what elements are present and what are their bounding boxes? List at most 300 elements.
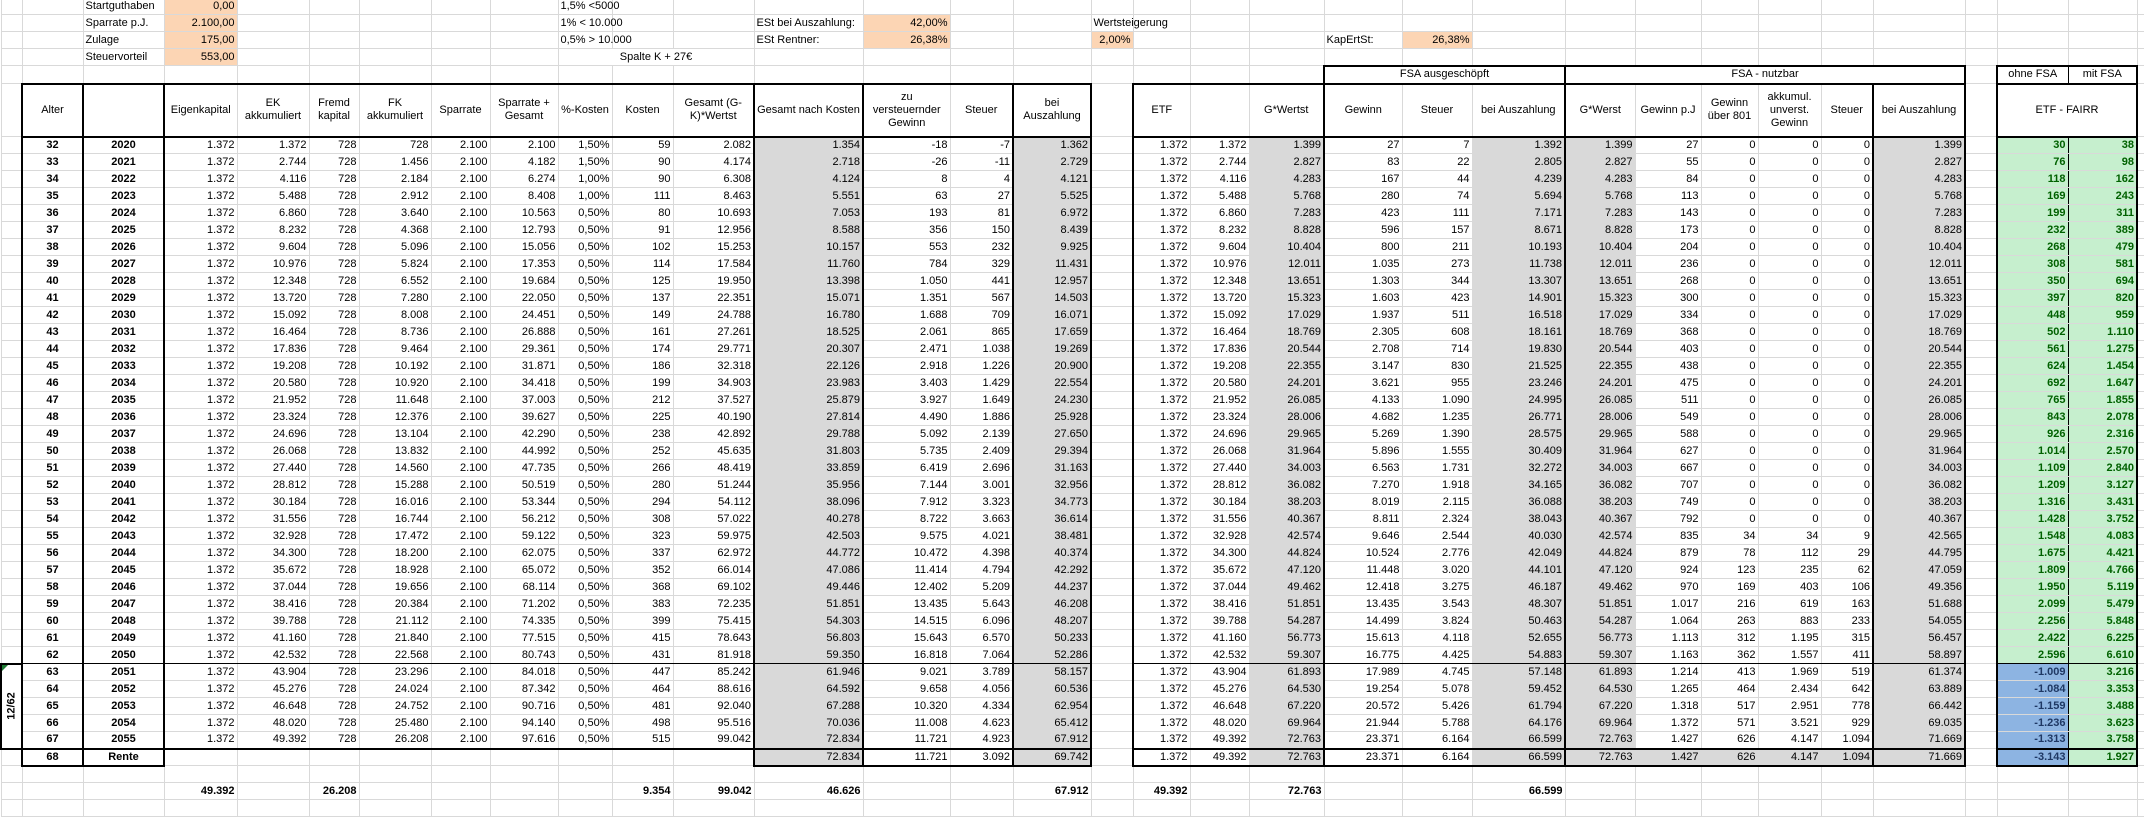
total-etf[interactable]: 49.392 [1133,783,1190,800]
empty-cell[interactable] [1,443,22,460]
empty-cell[interactable] [1133,800,1190,817]
cell-nutzbar-gewinn-ueber-801[interactable]: 413 [1701,664,1758,681]
cell-nutzbar-gewinn-ueber-801[interactable]: 0 [1701,511,1758,528]
cell-zu-versteuernder-gewinn[interactable]: 11.414 [863,562,950,579]
cell-etf[interactable]: 1.372 [1133,698,1190,715]
empty-cell[interactable] [2137,613,2144,630]
cell-fk-akkumuliert[interactable]: 15.288 [359,477,431,494]
cell-nutzbar-g-werst[interactable]: 18.769 [1565,324,1635,341]
cell-nutzbar-gewinn-pj[interactable]: 403 [1635,341,1701,358]
empty-cell[interactable] [1,256,22,273]
cell-nutzbar-gewinn-ueber-801[interactable]: 0 [1701,307,1758,324]
cell-gesamt-wertst[interactable] [673,749,754,766]
cell-eigenkapital[interactable]: 1.372 [164,392,237,409]
empty-cell[interactable] [1758,49,1821,66]
empty-cell[interactable] [1635,766,1701,783]
empty-cell[interactable] [164,766,237,783]
cell-steuer[interactable]: 709 [950,307,1013,324]
cell-zu-versteuernder-gewinn[interactable]: 11.008 [863,715,950,732]
cell-sparrate-gesamt[interactable]: 24.451 [490,307,558,324]
cell-sparrate-gesamt[interactable]: 8.408 [490,188,558,205]
cell-nutzbar-g-werst[interactable]: 12.011 [1565,256,1635,273]
cell-fsa-steuer[interactable]: 1.390 [1402,426,1472,443]
cell-nutzbar-gewinn-pj[interactable]: 84 [1635,171,1701,188]
cell-nutzbar-bei-auszahlung[interactable]: 51.688 [1873,596,1965,613]
cell-ohne-fsa[interactable]: 765 [1997,392,2068,409]
cell-etf-ek-akkumuliert[interactable]: 41.160 [1190,630,1249,647]
cell-g-wertst[interactable]: 34.003 [1249,460,1324,477]
empty-cell[interactable] [1324,0,1402,15]
empty-cell[interactable] [1091,256,1133,273]
cell-gesamt-wertst[interactable]: 10.693 [673,205,754,222]
cell-mit-fsa[interactable]: 1.855 [2068,392,2137,409]
cell-bei-auszahlung[interactable]: 40.374 [1013,545,1091,562]
cell-jahr[interactable]: 2041 [83,494,164,511]
empty-cell[interactable] [1091,290,1133,307]
cell-nutzbar-gewinn-ueber-801[interactable]: 0 [1701,239,1758,256]
cell-gesamt-wertst[interactable]: 48.419 [673,460,754,477]
cell-gesamt-nach-kosten[interactable]: 31.803 [754,443,863,460]
cell-nutzbar-steuer[interactable]: 0 [1821,511,1873,528]
cell-fsa-steuer[interactable]: 111 [1402,205,1472,222]
cell-nutzbar-gewinn-pj[interactable]: 1.017 [1635,596,1701,613]
cell-etf[interactable]: 1.372 [1133,664,1190,681]
cell-nutzbar-g-werst[interactable]: 29.965 [1565,426,1635,443]
cell-etf[interactable]: 1.372 [1133,137,1190,154]
empty-cell[interactable] [1,307,22,324]
empty-cell[interactable] [1965,681,1997,698]
empty-cell[interactable] [1091,715,1133,732]
empty-cell[interactable] [22,32,83,49]
cell-steuer[interactable]: 2.409 [950,443,1013,460]
cell-nutzbar-g-werst[interactable]: 31.964 [1565,443,1635,460]
cell-sparrate[interactable]: 2.100 [431,426,490,443]
cell-fsa-bei-auszahlung[interactable]: 24.995 [1472,392,1565,409]
cell-fremdkapital[interactable]: 728 [309,392,359,409]
cell-nutzbar-bei-auszahlung[interactable]: 69.035 [1873,715,1965,732]
cell-gesamt-nach-kosten[interactable]: 8.588 [754,222,863,239]
empty-cell[interactable] [1,222,22,239]
cell-gesamt-wertst[interactable]: 85.242 [673,664,754,681]
empty-cell[interactable] [1091,647,1133,664]
empty-cell[interactable] [1,49,22,66]
cell-zu-versteuernder-gewinn[interactable]: 15.643 [863,630,950,647]
cell-ek-akkumuliert[interactable]: 34.300 [237,545,309,562]
column-header-zu-versteuernder-gewinn[interactable]: zu versteuernder Gewinn [863,84,950,137]
cell-gesamt-nach-kosten[interactable]: 29.788 [754,426,863,443]
empty-cell[interactable] [1965,715,1997,732]
cell-gesamt-wertst[interactable]: 45.635 [673,443,754,460]
cell-nutzbar-akkumul-unverst[interactable]: 0 [1758,341,1821,358]
cell-fsa-gewinn[interactable]: 167 [1324,171,1402,188]
cell-mit-fsa[interactable]: 6.225 [2068,630,2137,647]
cell-prozent-kosten[interactable]: 0,50% [558,273,612,290]
cell-etf[interactable]: 1.372 [1133,630,1190,647]
empty-cell[interactable] [1635,800,1701,817]
cell-fsa-steuer[interactable]: 344 [1402,273,1472,290]
cell-alter[interactable]: 63 [22,664,83,681]
cell-nutzbar-akkumul-unverst[interactable]: 235 [1758,562,1821,579]
cell-mit-fsa[interactable]: 243 [2068,188,2137,205]
cell-mit-fsa[interactable]: 6.610 [2068,647,2137,664]
cell-ek-akkumuliert[interactable]: 26.068 [237,443,309,460]
empty-cell[interactable] [1,0,22,15]
cell-zu-versteuernder-gewinn[interactable]: 7.144 [863,477,950,494]
empty-cell[interactable] [1013,15,1091,32]
cell-fsa-bei-auszahlung[interactable]: 52.655 [1472,630,1565,647]
cell-nutzbar-gewinn-ueber-801[interactable]: 0 [1701,460,1758,477]
cell-alter[interactable]: 66 [22,715,83,732]
cell-ek-akkumuliert[interactable]: 10.976 [237,256,309,273]
cell-sparrate-gesamt[interactable]: 84.018 [490,664,558,681]
cell-nutzbar-steuer[interactable]: 0 [1821,426,1873,443]
cell-gesamt-wertst[interactable]: 37.527 [673,392,754,409]
empty-cell[interactable] [490,32,558,49]
cell-ohne-fsa[interactable]: 169 [1997,188,2068,205]
cell-mit-fsa[interactable]: 162 [2068,171,2137,188]
cell-ek-akkumuliert[interactable]: 2.744 [237,154,309,171]
empty-cell[interactable] [1091,239,1133,256]
empty-cell[interactable] [22,766,83,783]
cell-nutzbar-gewinn-pj[interactable]: 268 [1635,273,1701,290]
cell-etf[interactable]: 1.372 [1133,256,1190,273]
cell-nutzbar-gewinn-pj[interactable]: 1.064 [1635,613,1701,630]
cell-nutzbar-steuer[interactable]: 519 [1821,664,1873,681]
empty-cell[interactable] [1965,426,1997,443]
cell-sparrate[interactable]: 2.100 [431,562,490,579]
cell-sparrate-gesamt[interactable]: 53.344 [490,494,558,511]
cell-jahr[interactable]: 2025 [83,222,164,239]
cell-fsa-gewinn[interactable]: 16.775 [1324,647,1402,664]
cell-nutzbar-steuer[interactable]: 0 [1821,307,1873,324]
cell-nutzbar-g-werst[interactable]: 72.763 [1565,732,1635,749]
cell-ek-akkumuliert[interactable]: 5.488 [237,188,309,205]
cell-sparrate[interactable]: 2.100 [431,715,490,732]
empty-cell[interactable] [2137,307,2144,324]
empty-cell[interactable] [1091,528,1133,545]
cell-sparrate[interactable]: 2.100 [431,375,490,392]
empty-cell[interactable] [2137,426,2144,443]
cell-zu-versteuernder-gewinn[interactable]: 1.688 [863,307,950,324]
cell-g-wertst[interactable]: 10.404 [1249,239,1324,256]
cell-mit-fsa[interactable]: 3.752 [2068,511,2137,528]
cell-steuer[interactable]: 3.789 [950,664,1013,681]
cell-zu-versteuernder-gewinn[interactable]: 193 [863,205,950,222]
cell-nutzbar-gewinn-ueber-801[interactable]: 263 [1701,613,1758,630]
cell-nutzbar-g-werst[interactable]: 56.773 [1565,630,1635,647]
cell-fsa-bei-auszahlung[interactable]: 57.148 [1472,664,1565,681]
cell-fremdkapital[interactable]: 728 [309,613,359,630]
empty-cell[interactable] [1965,443,1997,460]
cell-bei-auszahlung[interactable]: 6.972 [1013,205,1091,222]
cell-gesamt-nach-kosten[interactable]: 25.879 [754,392,863,409]
cell-sparrate[interactable]: 2.100 [431,188,490,205]
empty-cell[interactable] [1,239,22,256]
cell-mit-fsa[interactable]: 959 [2068,307,2137,324]
empty-cell[interactable] [83,800,164,817]
cell-sparrate[interactable]: 2.100 [431,307,490,324]
cell-etf-ek-akkumuliert[interactable]: 32.928 [1190,528,1249,545]
cell-fk-akkumuliert[interactable]: 21.112 [359,613,431,630]
cell-prozent-kosten[interactable]: 0,50% [558,545,612,562]
cell-nutzbar-akkumul-unverst[interactable]: 619 [1758,596,1821,613]
cell-fremdkapital[interactable]: 728 [309,273,359,290]
cell-ohne-fsa[interactable]: -1.236 [1997,715,2068,732]
cell-zu-versteuernder-gewinn[interactable]: 11.721 [863,732,950,749]
cell-nutzbar-g-werst[interactable]: 64.530 [1565,681,1635,698]
column-header-fremdkapital[interactable]: Fremd kapital [309,84,359,137]
cell-sparrate-gesamt[interactable]: 10.563 [490,205,558,222]
cell-gesamt-nach-kosten[interactable]: 72.834 [754,749,863,766]
empty-cell[interactable] [2137,222,2144,239]
cell-gesamt-nach-kosten[interactable]: 20.307 [754,341,863,358]
cell-fsa-gewinn[interactable]: 83 [1324,154,1402,171]
cell-ohne-fsa[interactable]: -1.159 [1997,698,2068,715]
column-header-jahr[interactable] [83,84,164,137]
cell-gesamt-nach-kosten[interactable]: 67.288 [754,698,863,715]
cell-sparrate-gesamt[interactable]: 94.140 [490,715,558,732]
cell-ohne-fsa[interactable]: 1.428 [1997,511,2068,528]
empty-cell[interactable] [863,800,950,817]
empty-cell[interactable] [2068,800,2137,817]
cell-fsa-steuer[interactable]: 2.544 [1402,528,1472,545]
empty-cell[interactable] [1,171,22,188]
cell-nutzbar-g-werst[interactable]: 61.893 [1565,664,1635,681]
empty-cell[interactable] [1965,392,1997,409]
cell-g-wertst[interactable]: 72.763 [1249,732,1324,749]
cell-g-wertst[interactable]: 24.201 [1249,375,1324,392]
empty-cell[interactable] [1091,494,1133,511]
cell-ohne-fsa[interactable]: 502 [1997,324,2068,341]
cell-fremdkapital[interactable]: 728 [309,528,359,545]
cell-ohne-fsa[interactable]: 1.316 [1997,494,2068,511]
cell-gesamt-nach-kosten[interactable]: 72.834 [754,732,863,749]
cell-ohne-fsa[interactable]: 926 [1997,426,2068,443]
cell-fsa-bei-auszahlung[interactable]: 40.030 [1472,528,1565,545]
cell-kosten[interactable]: 252 [612,443,673,460]
cell-eigenkapital[interactable]: 1.372 [164,222,237,239]
empty-cell[interactable] [1013,49,1091,66]
cell-jahr[interactable]: 2047 [83,596,164,613]
cell-ek-akkumuliert[interactable]: 28.812 [237,477,309,494]
cell-steuer[interactable]: 232 [950,239,1013,256]
cell-jahr[interactable]: 2038 [83,443,164,460]
column-header-kosten[interactable]: Kosten [612,84,673,137]
cell-etf[interactable]: 1.372 [1133,324,1190,341]
empty-cell[interactable] [1965,358,1997,375]
cell-etf[interactable]: 1.372 [1133,426,1190,443]
cell-ohne-fsa[interactable]: 1.209 [1997,477,2068,494]
empty-cell[interactable] [754,66,863,84]
cell-bei-auszahlung[interactable]: 4.121 [1013,171,1091,188]
cell-nutzbar-akkumul-unverst[interactable]: 0 [1758,171,1821,188]
cell-nutzbar-akkumul-unverst[interactable]: 0 [1758,460,1821,477]
empty-cell[interactable] [1,749,22,766]
cell-fsa-steuer[interactable]: 4.745 [1402,664,1472,681]
cell-gesamt-nach-kosten[interactable]: 56.803 [754,630,863,647]
cell-fsa-steuer[interactable]: 5.078 [1402,681,1472,698]
cell-sparrate[interactable]: 2.100 [431,239,490,256]
column-header-g-wertst[interactable]: G*Wertst [1249,84,1324,137]
empty-cell[interactable] [1249,800,1324,817]
cell-mit-fsa[interactable]: 694 [2068,273,2137,290]
cell-fremdkapital[interactable]: 728 [309,341,359,358]
empty-cell[interactable] [490,15,558,32]
empty-cell[interactable] [1565,800,1635,817]
cell-ohne-fsa[interactable]: 1.548 [1997,528,2068,545]
cell-fsa-steuer[interactable]: 830 [1402,358,1472,375]
cell-sparrate[interactable]: 2.100 [431,613,490,630]
cell-ohne-fsa[interactable]: 308 [1997,256,2068,273]
cell-zu-versteuernder-gewinn[interactable]: 9.021 [863,664,950,681]
cell-steuer[interactable]: 4.398 [950,545,1013,562]
empty-cell[interactable] [1,375,22,392]
cell-gesamt-nach-kosten[interactable]: 2.718 [754,154,863,171]
empty-cell[interactable] [2137,375,2144,392]
cell-nutzbar-bei-auszahlung[interactable]: 31.964 [1873,443,1965,460]
cell-sparrate[interactable]: 2.100 [431,137,490,154]
cell-gesamt-nach-kosten[interactable]: 47.086 [754,562,863,579]
cell-fk-akkumuliert[interactable]: 18.200 [359,545,431,562]
cell-alter[interactable]: 39 [22,256,83,273]
cell-prozent-kosten[interactable]: 0,50% [558,477,612,494]
empty-cell[interactable] [1701,49,1758,66]
total-gesamt-nach-kosten[interactable]: 46.626 [754,783,863,800]
empty-cell[interactable] [558,783,612,800]
cell-prozent-kosten[interactable]: 0,50% [558,324,612,341]
cell-prozent-kosten[interactable]: 0,50% [558,409,612,426]
cell-ek-akkumuliert[interactable]: 19.208 [237,358,309,375]
cell-eigenkapital[interactable]: 1.372 [164,239,237,256]
cell-nutzbar-gewinn-ueber-801[interactable]: 0 [1701,154,1758,171]
cell-steuer[interactable]: 2.696 [950,460,1013,477]
empty-cell[interactable] [1091,596,1133,613]
cell-fsa-bei-auszahlung[interactable]: 8.671 [1472,222,1565,239]
empty-cell[interactable] [1,84,22,137]
cell-nutzbar-steuer[interactable]: 62 [1821,562,1873,579]
cell-fk-akkumuliert[interactable]: 3.640 [359,205,431,222]
cell-prozent-kosten[interactable]: 0,50% [558,375,612,392]
cell-kosten[interactable]: 368 [612,579,673,596]
cell-kosten[interactable]: 111 [612,188,673,205]
cell-nutzbar-gewinn-pj[interactable]: 334 [1635,307,1701,324]
cell-mit-fsa[interactable]: 1.110 [2068,324,2137,341]
cell-etf-ek-akkumuliert[interactable]: 6.860 [1190,205,1249,222]
cell-etf-ek-akkumuliert[interactable]: 39.788 [1190,613,1249,630]
empty-cell[interactable] [2137,205,2144,222]
cell-gesamt-nach-kosten[interactable]: 70.036 [754,715,863,732]
cell-gesamt-nach-kosten[interactable]: 59.350 [754,647,863,664]
empty-cell[interactable] [1091,66,1133,84]
cell-bei-auszahlung[interactable]: 12.957 [1013,273,1091,290]
cell-gesamt-wertst[interactable]: 12.956 [673,222,754,239]
empty-cell[interactable] [1565,766,1635,783]
empty-cell[interactable] [1091,698,1133,715]
cell-fsa-bei-auszahlung[interactable]: 36.088 [1472,494,1565,511]
cell-nutzbar-gewinn-ueber-801[interactable]: 0 [1701,137,1758,154]
cell-steuer[interactable]: -7 [950,137,1013,154]
empty-cell[interactable] [309,15,359,32]
empty-cell[interactable] [1758,766,1821,783]
cell-zu-versteuernder-gewinn[interactable]: 6.419 [863,460,950,477]
column-header-fsa-gewinn[interactable]: Gewinn [1324,84,1402,137]
cell-ohne-fsa[interactable]: 2.422 [1997,630,2068,647]
column-header-nutzbar-akkumul-unverst[interactable]: akkumul. unverst. Gewinn [1758,84,1821,137]
cell-nutzbar-akkumul-unverst[interactable]: 3.521 [1758,715,1821,732]
cell-zu-versteuernder-gewinn[interactable]: 11.721 [863,749,950,766]
empty-cell[interactable] [1,341,22,358]
cell-zu-versteuernder-gewinn[interactable]: 10.472 [863,545,950,562]
cell-nutzbar-akkumul-unverst[interactable]: 0 [1758,324,1821,341]
cell-fk-akkumuliert[interactable]: 6.552 [359,273,431,290]
cell-steuer[interactable]: 4.056 [950,681,1013,698]
empty-cell[interactable] [1965,171,1997,188]
column-header-fsa-steuer[interactable]: Steuer [1402,84,1472,137]
column-header-gesamt-wertst[interactable]: Gesamt (G-K)*Wertst [673,84,754,137]
cell-g-wertst[interactable]: 69.964 [1249,715,1324,732]
cell-jahr[interactable]: 2055 [83,732,164,749]
cell-kosten[interactable]: 91 [612,222,673,239]
empty-cell[interactable] [83,766,164,783]
cell-gesamt-nach-kosten[interactable]: 44.772 [754,545,863,562]
cell-sparrate-gesamt[interactable]: 6.274 [490,171,558,188]
empty-cell[interactable] [673,766,754,783]
cell-gesamt-wertst[interactable]: 15.253 [673,239,754,256]
total-g-wertst[interactable]: 72.763 [1249,783,1324,800]
cell-sparrate-gesamt[interactable]: 47.735 [490,460,558,477]
cell-prozent-kosten[interactable]: 0,50% [558,732,612,749]
cell-gesamt-wertst[interactable]: 4.174 [673,154,754,171]
empty-cell[interactable] [309,800,359,817]
empty-cell[interactable] [2137,800,2144,817]
empty-cell[interactable] [1091,324,1133,341]
cell-nutzbar-bei-auszahlung[interactable]: 56.457 [1873,630,1965,647]
cell-g-wertst[interactable]: 15.323 [1249,290,1324,307]
cell-gesamt-nach-kosten[interactable]: 1.354 [754,137,863,154]
cell-jahr[interactable]: 2044 [83,545,164,562]
cell-steuer[interactable]: 1.886 [950,409,1013,426]
empty-cell[interactable] [1565,783,1635,800]
cell-nutzbar-gewinn-ueber-801[interactable]: 626 [1701,732,1758,749]
cell-ohne-fsa[interactable]: 199 [1997,205,2068,222]
cell-fremdkapital[interactable]: 728 [309,222,359,239]
cell-nutzbar-g-werst[interactable]: 54.287 [1565,613,1635,630]
cell-sparrate[interactable]: 2.100 [431,171,490,188]
cell-nutzbar-gewinn-pj[interactable]: 1.427 [1635,732,1701,749]
empty-cell[interactable] [863,49,950,66]
cell-nutzbar-akkumul-unverst[interactable]: 4.147 [1758,749,1821,766]
cell-nutzbar-gewinn-ueber-801[interactable]: 0 [1701,256,1758,273]
cell-eigenkapital[interactable]: 1.372 [164,171,237,188]
cell-prozent-kosten[interactable]: 0,50% [558,698,612,715]
cell-nutzbar-steuer[interactable]: 0 [1821,205,1873,222]
empty-cell[interactable] [612,0,673,15]
empty-cell[interactable] [1565,15,1635,32]
empty-cell[interactable] [1965,32,1997,49]
cell-sparrate-gesamt[interactable]: 59.122 [490,528,558,545]
empty-cell[interactable] [1965,341,1997,358]
cell-kosten[interactable]: 383 [612,596,673,613]
cell-sparrate[interactable]: 2.100 [431,222,490,239]
cell-nutzbar-gewinn-pj[interactable]: 879 [1635,545,1701,562]
empty-cell[interactable] [1402,49,1472,66]
cell-etf[interactable]: 1.372 [1133,749,1190,766]
cell-nutzbar-gewinn-pj[interactable]: 835 [1635,528,1701,545]
cell-g-wertst[interactable]: 47.120 [1249,562,1324,579]
cell-fsa-bei-auszahlung[interactable]: 26.771 [1472,409,1565,426]
cell-ek-akkumuliert[interactable]: 37.044 [237,579,309,596]
empty-cell[interactable] [2137,154,2144,171]
